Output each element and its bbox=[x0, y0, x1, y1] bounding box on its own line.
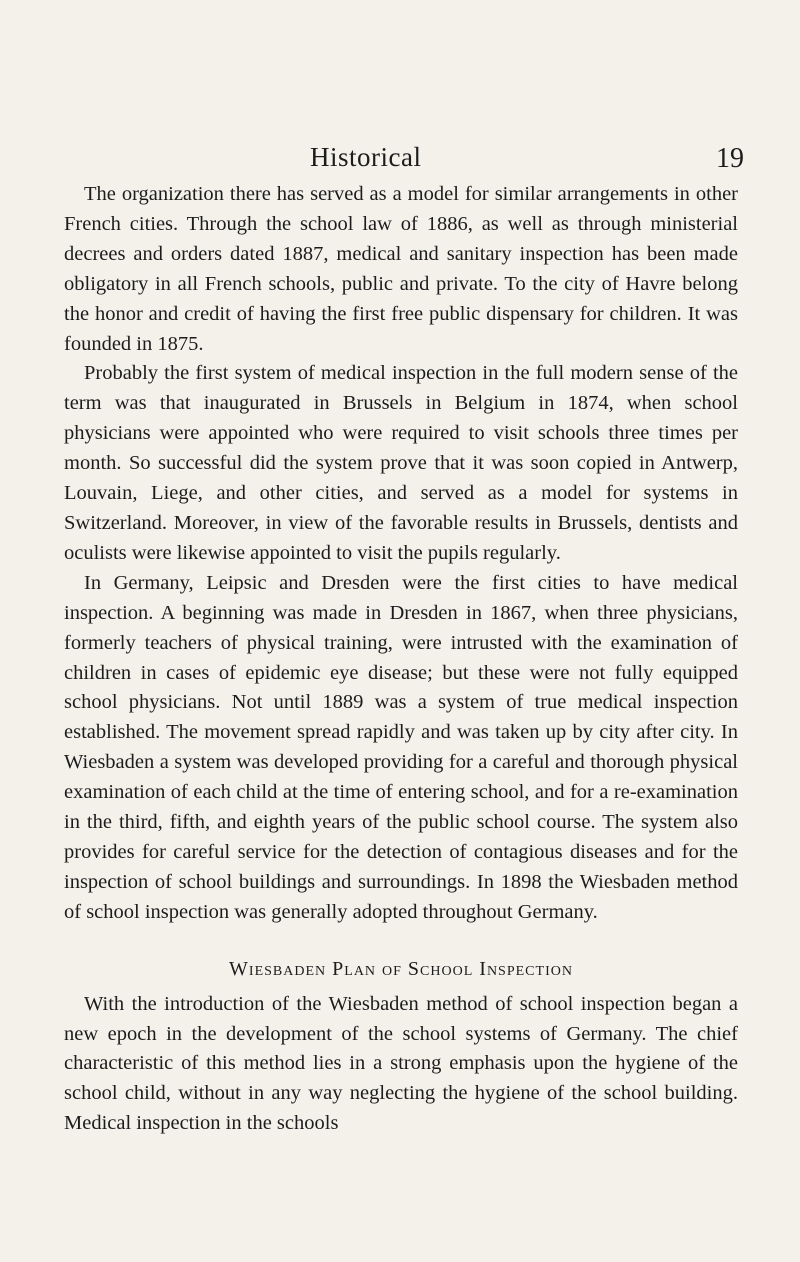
body-text bbox=[64, 180, 738, 1139]
section-heading: Wiesbaden Plan of School Inspection bbox=[229, 957, 573, 980]
paragraph-2: Probably the first system of medical inspection in the full modern sense of the term was that inaugurated in Brussels in Belgium in 1874, when school physicians were appointed who were required to visit schools three times per month. So successful did the system prove that it was soon copied in Antwerp, Louvain, Liege, and other cities, and served as a model for systems in Switzerland. Moreover, in view of the favorable results in Brussels, dentists and oculists were likewise appointed to visit the pupils regularly. bbox=[64, 362, 738, 564]
paragraph-3: In Germany, Leipsic and Dresden were the first cities to have medical inspection. A beginning was made in Dresden in 1867, when three physicians, formerly teachers of physical training, were intrusted with the examination of children in cases of epidemic eye disease; but these were not fully equipped school physicians. Not until 1889 was a system of true medical inspection established. The movement spread rapidly and was taken up by city after city. In Wiesbaden a system was developed providing for a careful and thorough physical examination of each child at the time of entering school, and for a re-examination in the third, fifth, and eighth years of the public school course. The system also provides for careful service for the detection of contagious diseases and for the inspection of school buildings and surroundings. In 1898 the Wiesbaden method of school inspection was generally adopted throughout Germany. bbox=[64, 571, 738, 923]
paragraph-1: The organization there has served as a model for similar arrangements in other French cities. Through the school law of 1886, as well as through ministerial decrees and orders dated 1887, medical and sanitary inspection has been made obligatory in all French schools, public and private. To the city of Havre belong the honor and credit of having the first free public dispensary for children. It was founded in 1875. bbox=[64, 183, 738, 355]
running-head: Historical bbox=[310, 142, 422, 172]
paragraph-4: With the introduction of the Wiesbaden method of school inspection began a new epoch in the development of the school systems of Germany. The chief characteristic of this method lies in a strong emphasis upon the hygiene of the school child, without in any way neglecting the hygiene of the school building. Medical inspection in the schools bbox=[64, 992, 738, 1135]
page-number: 19 bbox=[716, 143, 744, 174]
